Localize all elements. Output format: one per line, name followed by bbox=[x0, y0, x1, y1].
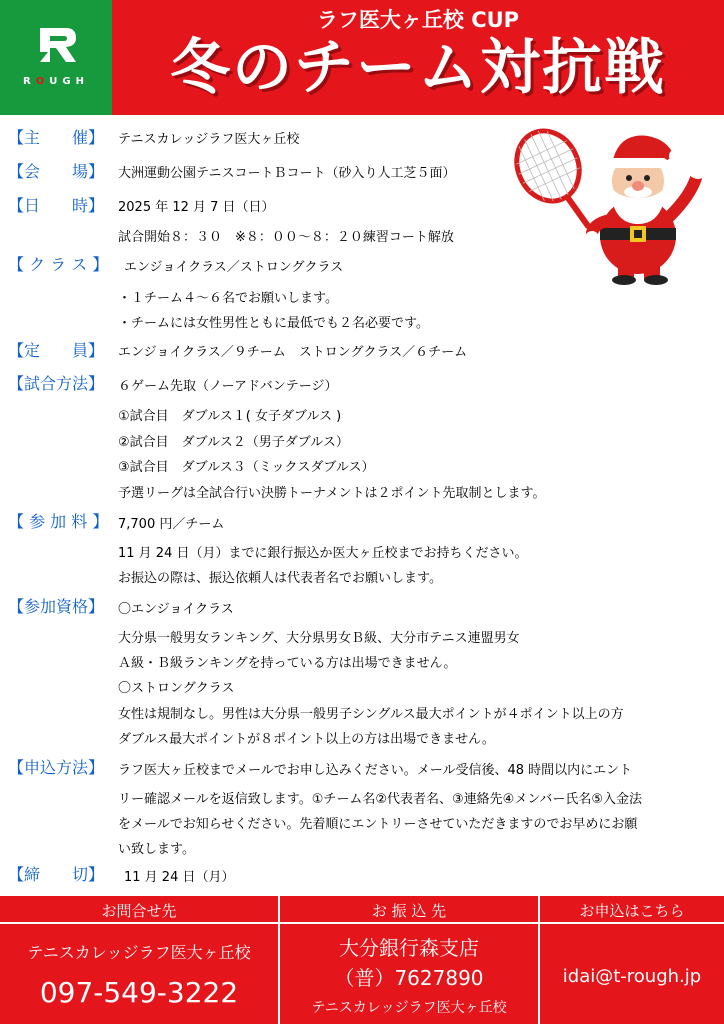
logo-text: ROUGH bbox=[23, 76, 89, 87]
logo bbox=[0, 0, 112, 115]
format-match-2: ②試合目 ダブルス２（男子ダブルス） bbox=[118, 435, 349, 450]
deadline-value: 11 月 24 日（月） bbox=[124, 870, 235, 885]
format-label: 【試合方法】 bbox=[8, 374, 105, 393]
venue-label: 【会 場】 bbox=[8, 162, 105, 181]
date-detail: 試合開始８：３０ ※８：００〜８：２０練習コート解放 bbox=[118, 230, 454, 245]
contact-name: テニスカレッジラフ医大ヶ丘校 bbox=[27, 943, 251, 962]
bank-account: （普）7627890 bbox=[334, 966, 484, 990]
fee-note-2: お振込の際は、振込依頼人は代表者名でお願いします。 bbox=[118, 571, 442, 586]
eligibility-label: 【参加資格】 bbox=[8, 597, 105, 616]
class-value: エンジョイクラス／ストロングクラス bbox=[124, 260, 344, 275]
host-value: テニスカレッジラフ医大ヶ丘校 bbox=[118, 132, 300, 147]
bank-holder: テニスカレッジラフ医大ヶ丘校 bbox=[311, 1000, 507, 1016]
eligibility-line-4: 女性は規制なし。男性は大分県一般男子シングルス最大ポイントが４ポイント以上の方 bbox=[118, 707, 624, 722]
contact-heading: お問合せ先 bbox=[101, 902, 177, 920]
fee-value: 7,700 円／チーム bbox=[118, 517, 225, 532]
main-title: 冬のチーム対抗戦 bbox=[170, 33, 666, 103]
format-value: ６ゲーム先取（ノーアドバンテージ） bbox=[118, 379, 338, 394]
apply-email[interactable]: idai@t-rough.jp bbox=[562, 966, 702, 987]
class-note-2: ・チームには女性男性ともに最低でも２名必要です。 bbox=[118, 316, 429, 331]
format-match-3: ③試合目 ダブルス３（ミックスダブルス） bbox=[118, 460, 375, 475]
eligibility-value: 〇エンジョイクラス bbox=[118, 602, 234, 617]
class-note-1: ・１チーム４〜６名でお願いします。 bbox=[118, 291, 338, 306]
format-match-1: ①試合目 ダブルス１( 女子ダブルス ) bbox=[118, 409, 342, 424]
eligibility-line-5: ダブルス最大ポイントが８ポイント以上の方は出場できません。 bbox=[118, 732, 495, 747]
date-label: 【日 時】 bbox=[8, 196, 105, 215]
sub-title: ラフ医大ヶ丘校 CUP bbox=[316, 8, 520, 32]
host-label: 【主 催】 bbox=[8, 128, 105, 147]
apply-line-1: リー確認メールを返信致します。①チーム名②代表者名、③連絡先④メンバー氏名⑤入金法 bbox=[118, 792, 643, 807]
bank-name: 大分銀行森支店 bbox=[339, 936, 479, 960]
header-banner bbox=[0, 0, 724, 115]
contact-phone[interactable]: 097-549-3222 bbox=[39, 976, 239, 1009]
apply-heading: お申込はこちら bbox=[579, 902, 685, 920]
bank-heading: お 振 込 先 bbox=[371, 902, 447, 920]
capacity-value: エンジョイクラス／９チーム ストロングクラス／６チーム bbox=[118, 345, 468, 360]
eligibility-line-2: Ａ級・Ｂ級ランキングを持っている方は出場できません。 bbox=[118, 656, 457, 671]
fee-label: 【 参 加 料 】 bbox=[8, 512, 109, 531]
apply-label: 【申込方法】 bbox=[8, 758, 105, 777]
eligibility-line-1: 大分県一般男女ランキング、大分県男女Ｂ級、大分市テニス連盟男女 bbox=[118, 631, 520, 646]
format-note: 予選リーグは全試合行い決勝トーナメントは２ポイント先取制とします。 bbox=[118, 486, 546, 501]
eligibility-line-3: 〇ストロングクラス bbox=[118, 681, 235, 696]
footer-divider-h bbox=[0, 922, 724, 924]
capacity-label: 【定 員】 bbox=[8, 341, 105, 360]
santa-tennis-illustration bbox=[508, 126, 718, 286]
deadline-label: 【締 切】 bbox=[8, 865, 105, 884]
venue-value: 大洲運動公園テニスコートＢコート（砂入り人工芝５面） bbox=[118, 166, 456, 181]
class-label: 【 ク ラ ス 】 bbox=[8, 255, 109, 274]
apply-value: ラフ医大ヶ丘校までメールでお申し込みください。メール受信後、48 時間以内にエント bbox=[118, 763, 633, 778]
rough-logo-icon bbox=[36, 22, 80, 66]
date-value: 2025 年 12 月 7 日（日） bbox=[118, 200, 275, 215]
footer-contact-table bbox=[0, 896, 724, 1024]
apply-line-3: い致します。 bbox=[118, 842, 195, 857]
fee-note-1: 11 月 24 日（月）までに銀行振込か医大ヶ丘校までお持ちください。 bbox=[118, 546, 528, 561]
apply-line-2: をメールでお知らせください。先着順にエントリーさせていただきますのでお早めにお願 bbox=[118, 817, 638, 832]
